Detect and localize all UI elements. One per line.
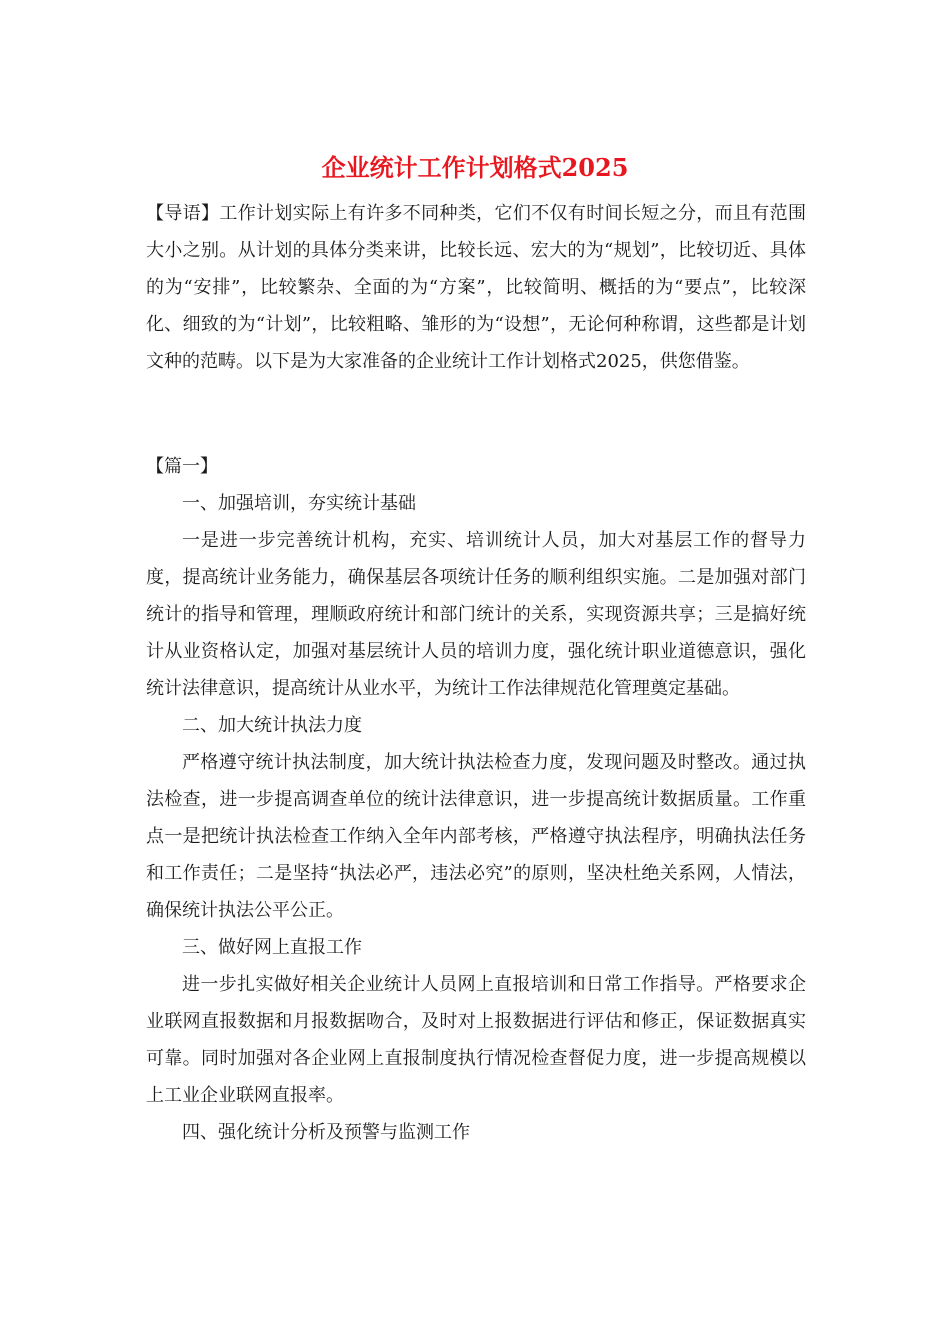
section-paragraph-2: 严格遵守统计执法制度，加大统计执法检查力度，发现问题及时整改。通过执法检查，进一步提高调查单位的统计法律意识，进一步提高统计数据质量。工作重点一是把统计执法检查工作纳入全年内部考核，严格遵守执法程序，明确执法任务和工作责任；二是坚持“执法必严，违法必究”的原则，坚决杜绝关系网，人情法，确保统计执法公平公正。 <box>146 752 806 921</box>
section-heading-3: 三、做好网上直报工作 <box>182 937 362 958</box>
section-heading-4: 四、强化统计分析及预警与监测工作 <box>182 1122 470 1143</box>
section-paragraph-1: 一是进一步完善统计机构，充实、培训统计人员，加大对基层工作的督导力度，提高统计业务能力，确保基层各项统计任务的顺利组织实施。二是加强对部门统计的指导和管理，理顺政府统计和部门统计的关系，实现资源共享；三是搞好统计从业资格认定，加强对基层统计人员的培训力度，强化统计职业道德意识，强化统计法律意识，提高统计从业水平，为统计工作法律规范化管理奠定基础。 <box>146 530 806 699</box>
section-heading-2: 二、加大统计执法力度 <box>182 715 362 736</box>
section-one <box>146 448 806 1151</box>
section-paragraph-3: 进一步扎实做好相关企业统计人员网上直报培训和日常工作指导。严格要求企业联网直报数据和月报数据吻合，及时对上报数据进行评估和修正，保证数据真实可靠。同时加强对各企业网上直报制度执行情况检查督促力度，进一步提高规模以上工业企业联网直报率。 <box>146 974 806 1106</box>
document-title: 企业统计工作计划格式2025 <box>321 153 629 182</box>
intro-paragraph: 【导语】工作计划实际上有许多不同种类，它们不仅有时间长短之分，而且有范围大小之别。从计划的具体分类来讲，比较长远、宏大的为“规划”，比较切近、具体的为“安排”，比较繁杂、全面的为“方案”，比较简明、概括的为“要点”，比较深化、细致的为“计划”，比较粗略、雏形的为“设想”，无论何种称谓，这些都是计划文种的范畴。以下是为大家准备的企业统计工作计划格式2025，供您借鉴。 <box>146 203 806 372</box>
section-heading-1: 一、加强培训，夯实统计基础 <box>182 493 416 514</box>
section-label: 【篇一】 <box>146 456 218 477</box>
